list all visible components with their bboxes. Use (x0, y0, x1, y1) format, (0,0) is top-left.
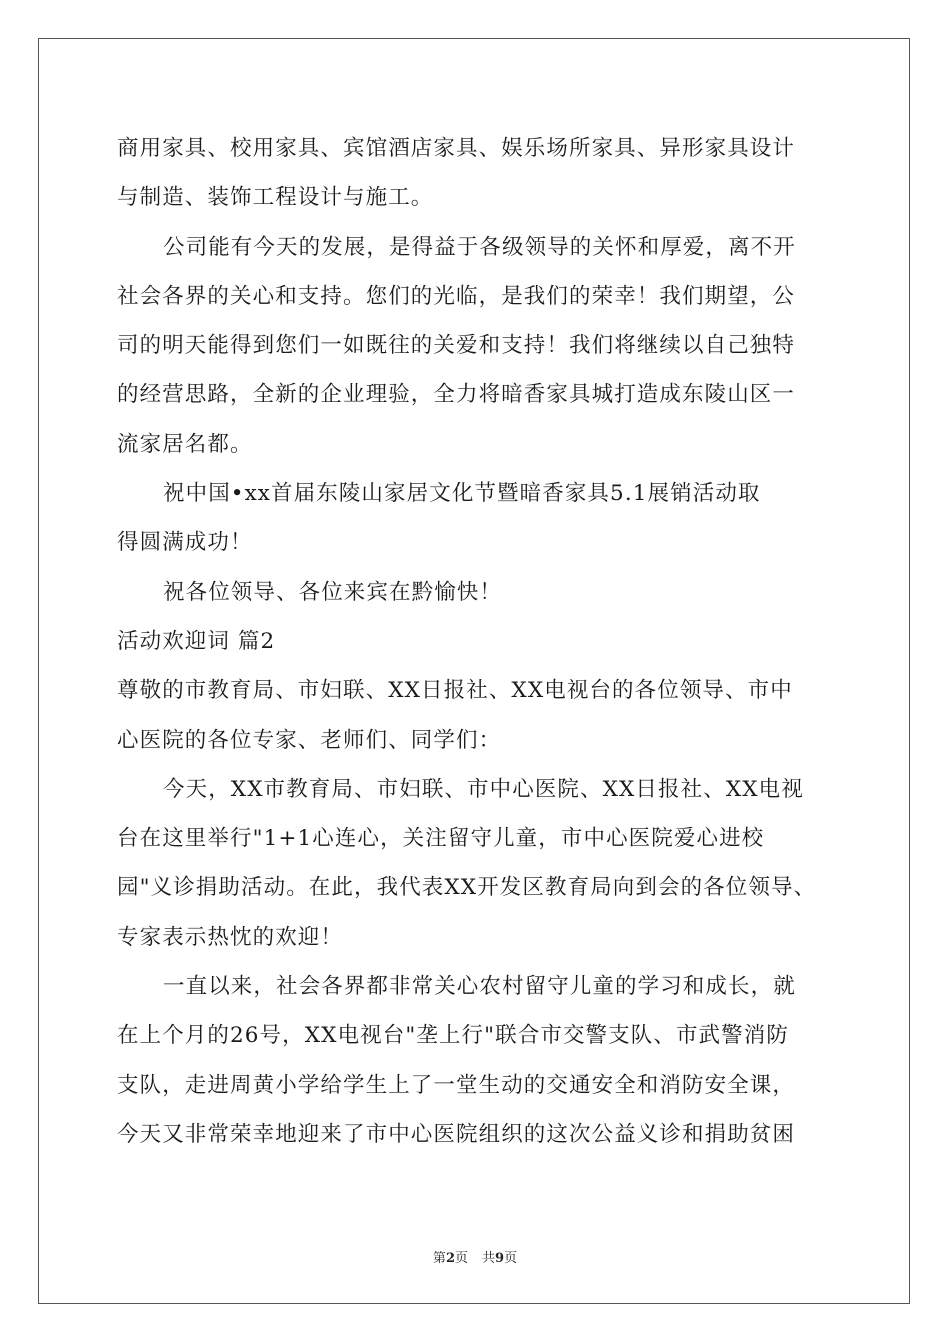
text-line: 与制造、装饰工程设计与施工。 (117, 185, 434, 211)
text-line: 社会各界的关心和支持。您们的光临，是我们的荣幸！我们期望，公 (117, 283, 796, 309)
total-prefix: 共 (482, 1251, 496, 1266)
page-footer (0, 1247, 950, 1266)
total-suffix: 页 (504, 1251, 518, 1266)
text-line: 在上个月的26号，XX电视台"垄上行"联合市交警支队、市武警消防 (117, 1023, 789, 1049)
text-line: 台在这里举行"1+1心连心，关注留守儿童，市中心医院爱心进校 (117, 826, 765, 852)
paragraph-start-line: 祝中国•xx首届东陵山家居文化节暨暗香家具5.1展销活动取 (163, 481, 761, 507)
section-heading: 活动欢迎词 篇2 (117, 628, 276, 654)
salutation-line: 尊敬的市教育局、市妇联、XX日报社、XX电视台的各位领导、市中 (117, 678, 793, 704)
text-line: 今天又非常荣幸地迎来了市中心医院组织的这次公益义诊和捐助贫困 (117, 1121, 796, 1147)
total-pages: 9 (495, 1251, 505, 1266)
text-line: 流家居名都。 (117, 431, 253, 457)
document-body (117, 124, 835, 1159)
text-line: 司的明天能得到您们一如既往的关爱和支持！我们将继续以自己独特 (117, 333, 796, 359)
paragraph-start-line: 一直以来，社会各界都非常关心农村留守儿童的学习和成长，就 (163, 974, 796, 1000)
page-prefix: 第 (432, 1251, 446, 1266)
paragraph-start-line: 公司能有今天的发展，是得益于各级领导的关怀和厚爱，离不开 (163, 234, 796, 260)
paragraph-start-line: 今天，XX市教育局、市妇联、市中心医院、XX日报社、XX电视 (163, 776, 804, 802)
text-line: 的经营思路，全新的企业理验，全力将暗香家具城打造成东陵山区一 (117, 382, 796, 408)
text-line: 园"义诊捐助活动。在此，我代表XX开发区教育局向到会的各位领导、 (117, 875, 817, 901)
text-line: 商用家具、校用家具、宾馆酒店家具、娱乐场所家具、异形家具设计 (117, 136, 796, 161)
text-line: 专家表示热忱的欢迎！ (117, 924, 344, 950)
text-line: 支队，走进周黄小学给学生上了一堂生动的交通安全和消防安全课， (117, 1072, 796, 1098)
text-line: 得圆满成功！ (117, 530, 253, 556)
page-number: 2 (445, 1251, 455, 1266)
page-suffix: 页 (454, 1251, 468, 1266)
salutation-line: 心医院的各位专家、老师们、同学们： (117, 727, 502, 753)
paragraph-start-line: 祝各位领导、各位来宾在黔愉快！ (163, 579, 503, 605)
